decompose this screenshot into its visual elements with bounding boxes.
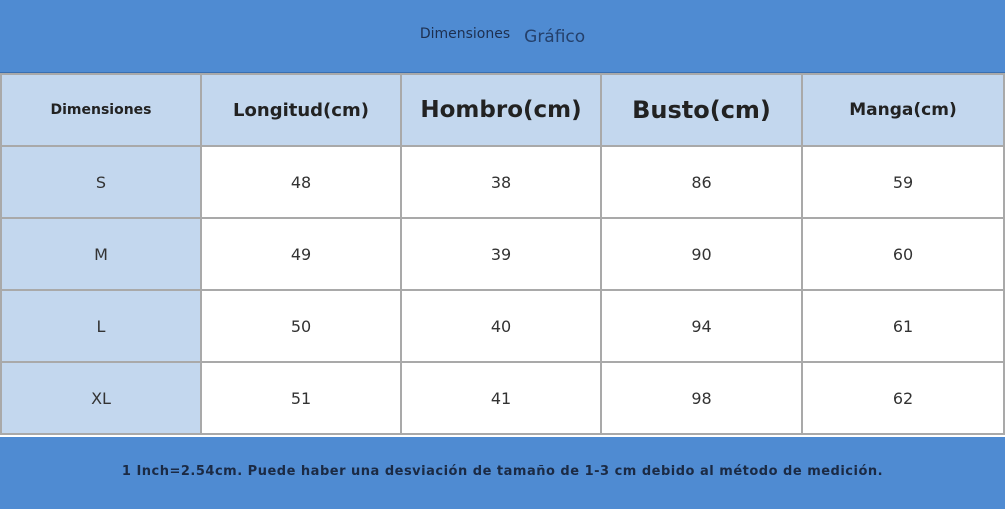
- size-table: [0, 73, 1005, 435]
- size-label: M: [1, 218, 201, 290]
- size-label: L: [1, 290, 201, 362]
- table-row: [1, 146, 1004, 218]
- table-cell: 49: [201, 218, 401, 290]
- column-header-longitud: Longitud(cm): [201, 74, 401, 146]
- table-cell: 41: [401, 362, 601, 434]
- size-label: S: [1, 146, 201, 218]
- table-cell: 51: [201, 362, 401, 434]
- table-cell: 38: [401, 146, 601, 218]
- table-row: [1, 362, 1004, 434]
- top-banner: [0, 0, 1005, 74]
- bottom-banner: [0, 437, 1005, 509]
- chart-title-prefix: Dimensiones: [419, 26, 511, 42]
- table-cell: 48: [201, 146, 401, 218]
- table-cell: 62: [802, 362, 1004, 434]
- table-cell: 94: [601, 290, 802, 362]
- chart-title: Gráfico: [524, 27, 586, 47]
- column-header-dimensiones: Dimensiones: [1, 74, 201, 146]
- table-row: [1, 290, 1004, 362]
- size-label: XL: [1, 362, 201, 434]
- table-row: [1, 218, 1004, 290]
- table-cell: 86: [601, 146, 802, 218]
- column-header-busto: Busto(cm): [601, 74, 802, 146]
- table-header-row: [1, 74, 1004, 146]
- table-cell: 60: [802, 218, 1004, 290]
- table-cell: 98: [601, 362, 802, 434]
- table-cell: 40: [401, 290, 601, 362]
- table-cell: 59: [802, 146, 1004, 218]
- table-cell: 90: [601, 218, 802, 290]
- table-cell: 39: [401, 218, 601, 290]
- footer-note: 1 Inch=2.54cm. Puede haber una desviación de tamaño de 1-3 cm debido al método de medición.: [121, 463, 884, 479]
- table-cell: 61: [802, 290, 1004, 362]
- column-header-hombro: Hombro(cm): [401, 74, 601, 146]
- column-header-manga: Manga(cm): [802, 74, 1004, 146]
- table-cell: 50: [201, 290, 401, 362]
